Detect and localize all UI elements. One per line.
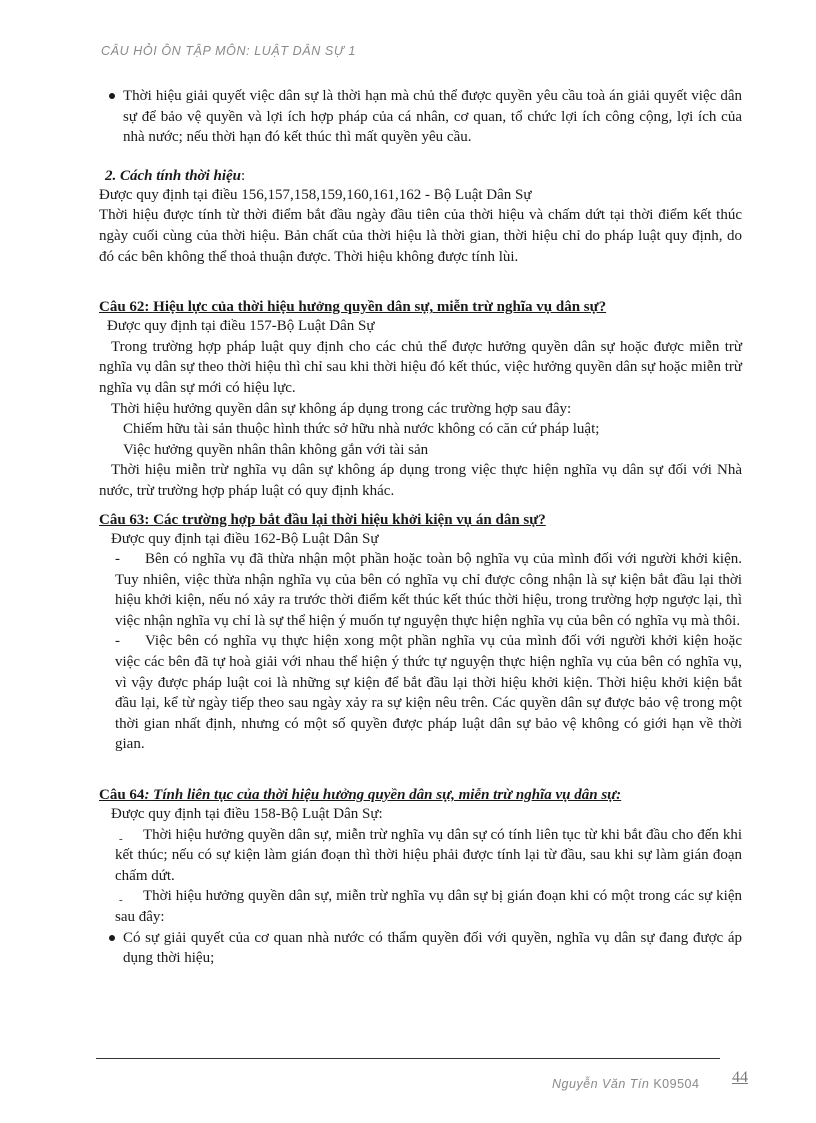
question-64-bullet-1: Có sự giải quyết của cơ quan nhà nước có thẩm quyền đối với quyền, nghĩa vụ dân sự đang được áp dụng thời hiệu; [99, 928, 742, 969]
footer-rule [96, 1058, 720, 1059]
question-63-heading: Câu 63: Các trường hợp bắt đầu lại thời hiệu khởi kiện vụ án dân sự? [99, 511, 546, 528]
question-63-ref: Được quy định tại điều 162-Bộ Luật Dân Sự [111, 530, 379, 547]
question-64-heading: Câu 64: Tính liên tục của thời hiệu hưởng quyền dân sự, miễn trừ nghĩa vụ dân sự: [99, 787, 622, 804]
section-2-heading: 2. Cách tính thời hiệu: [105, 167, 246, 184]
footer-author [552, 1077, 699, 1091]
author-name: Nguyễn Văn Tín [552, 1077, 650, 1091]
question-62-item-1: Chiếm hữu tài sản thuộc hình thức sở hữu nhà nước không có căn cứ pháp luật; [123, 421, 600, 438]
bullet-dot-icon [109, 93, 115, 99]
dash-marker: - [119, 894, 123, 907]
question-62-ref: Được quy định tại điều 157-Bộ Luật Dân Sự [107, 318, 375, 335]
author-code: K09504 [653, 1077, 700, 1091]
question-62-heading: Câu 62: Hiệu lực của thời hiệu hưởng quyền dân sự, miễn trừ nghĩa vụ dân sự? [99, 299, 607, 316]
running-header: CÂU HỎI ÔN TẬP MÔN: LUẬT DÂN SỰ 1 [101, 44, 356, 58]
question-63-item-1: - Bên có nghĩa vụ đã thừa nhận một phần hoặc toàn bộ nghĩa vụ của mình đối với người khởi kiện. Tuy nhiên, việc thừa nhận nghĩa vụ của bên có nghĩa vụ chỉ được công nhận là sự kiện bắt đầu lại thời hiệu khởi kiện, nếu nó xảy ra trước thời điểm kết thúc kết thúc thời hiệu, trong trường hợp ngược lại, thì việc nhận nghĩa vụ chỉ là sự thể hiện ý muốn tự nguyện thực hiện nghĩa vụ của bên có nghĩa vụ mà thôi. [115, 551, 742, 629]
section-2-ref: Được quy định tại điều 156,157,158,159,160,161,162 - Bộ Luật Dân Sự [99, 186, 532, 203]
page-content [99, 86, 742, 969]
question-64-item-2: - Thời hiệu hưởng quyền dân sự, miễn trừ nghĩa vụ dân sự bị gián đoạn khi có một trong các sự kiện sau đây: [115, 888, 742, 925]
question-62-item-2: Việc hưởng quyền nhân thân không gắn với tài sản [123, 441, 429, 458]
question-62-para-3: Thời hiệu miễn trừ nghĩa vụ dân sự không áp dụng trong việc thực hiện nghĩa vụ dân sự đối với Nhà nước, trừ trường hợp pháp luật có quy định khác. [99, 462, 742, 499]
question-63-item-2: - Việc bên có nghĩa vụ thực hiện xong một phần nghĩa vụ của mình đối với người khởi kiện hoặc việc các bên đã tự hoà giải với nhau thể hiện ý thức tự nguyện thực hiện nghĩa vụ của bên có nghĩa vụ, vì vậy được pháp luật coi là những sự kiện để bắt đầu lại thời hiệu khởi kiện. Thời hiệu khởi kiện bắt đầu lại, kể từ ngày tiếp theo sau ngày xảy ra sự kiện nêu trên. Các quyền dân sự được bảo vệ trong một thời gian nhất định, nhưng có một số quyền được pháp luật dân sự bảo vệ không có giới hạn về thời gian. [115, 633, 742, 753]
page-number: 44 [732, 1069, 748, 1086]
intro-bullet-text: Thời hiệu giải quyết việc dân sự là thời hạn mà chủ thể được quyền yêu cầu toà án giải quyết việc dân sự để bảo vệ quyền và lợi ích hợp pháp của cá nhân, cơ quan, tổ chức lợi ích công cộng, lợi ích của nhà nước; nếu thời hạn đó kết thúc thì mất quyền yêu cầu. [123, 88, 742, 146]
question-64-ref: Được quy định tại điều 158-Bộ Luật Dân Sự: [111, 806, 383, 823]
intro-bullet [99, 86, 742, 148]
question-62-para-2: Thời hiệu hưởng quyền dân sự không áp dụng trong các trường hợp sau đây: [111, 400, 572, 417]
section-2-paragraph: Thời hiệu được tính từ thời điểm bắt đầu ngày đầu tiên của thời hiệu và chấm dứt tại thời điểm kết thúc ngày cuối cùng của thời hiệu. Bản chất của thời hiệu là thời gian, thời hiệu chỉ do pháp luật quy định, do đó các bên không thể thoả thuận được. Thời hiệu không được tính lùi. [99, 207, 742, 265]
dash-marker: - [115, 633, 120, 650]
dash-marker: - [119, 832, 123, 845]
dash-marker: - [115, 551, 120, 568]
question-62-para-1: Trong trường hợp pháp luật quy định cho các chủ thể được hưởng quyền dân sự hoặc được miễn trừ nghĩa vụ dân sự theo thời hiệu thì chỉ sau khi thời hiệu đó kết thúc, việc hưởng quyền dân sự hoặc miễn trừ nghĩa vụ dân sự mới có hiệu lực. [99, 338, 742, 396]
bullet-dot-icon [109, 935, 115, 941]
question-64-item-1: - Thời hiệu hưởng quyền dân sự, miễn trừ nghĩa vụ dân sự có tính liên tục từ khi bắt đầu cho đến khi kết thúc; nếu có sự kiện làm gián đoạn thì thời hiệu phải được tính lại từ đầu, sau khi sự làm gián đoạn chấm dứt. [115, 826, 742, 884]
